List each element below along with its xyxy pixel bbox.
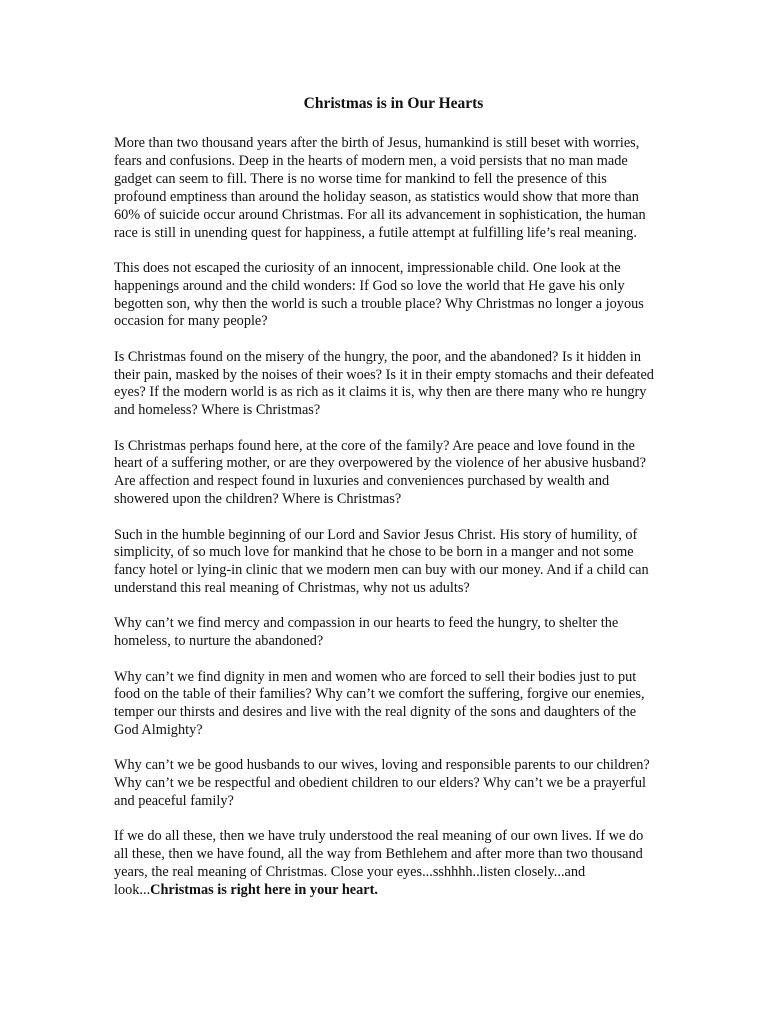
paragraph-4: Is Christmas perhaps found here, at the core of the family? Are peace and love found in the heart of a suffering mother, or are they overpowered by the violence of her abusive husband? Are affection and respect found in luxuries and conveniences purchased by wealth and showered upon the children? Where is Christmas?	[114, 437, 646, 508]
paragraph-1: More than two thousand years after the birth of Jesus, humankind is still beset with worries, fears and confusions. Deep in the hearts of modern men, a void persists that no man made gadget can seem to fill. There is no worse time for mankind to fell the presence of this profound emptiness than around the holiday season, as statistics would show that more than 60% of suicide occur around Christmas. For all its advancement in sophistication, the human race is still in unending quest for happiness, a futile attempt at fulfilling life’s real meaning.	[114, 135, 646, 241]
paragraph-2: This does not escaped the curiosity of an innocent, impressionable child. One look at the happenings around and the child wonders: If God so love the world that He gave his only begotten son, why then the world is such a trouble place? Why Christmas no longer a joyous occasion for many people?	[114, 259, 644, 330]
paragraph-6: Why can’t we find mercy and compassion in our hearts to feed the hungry, to shelter the homeless, to nurture the abandoned?	[114, 615, 619, 650]
paragraph-final	[114, 828, 659, 900]
document-title: Christmas is in Our Hearts	[303, 95, 484, 112]
document-page	[114, 95, 659, 900]
paragraph-5: Such in the humble beginning of our Lord and Savior Jesus Christ. His story of humility, of simplicity, of so much love for mankind that he chose to be born in a manger and not some fancy hotel or lying-in clinic that we modern men can buy with our money. And if a child can understand this real meaning of Christmas, why not us adults?	[114, 526, 649, 597]
paragraph-8: Why can’t we be good husbands to our wives, loving and responsible parents to our children? Why can’t we be respectful and obedient children to our elders? Why can’t we be a prayerful and peaceful family?	[114, 757, 650, 810]
final-paragraph-bold-text: Christmas is right here in your heart.	[150, 882, 378, 899]
final-paragraph-text: If we do all these, then we have truly understood the real meaning of our own lives. If we do all these, then we have found, all the way from Bethlehem and after more than two thousand years, the real meaning of Christmas. Close your eyes...sshhhh..listen closely...and look...	[114, 828, 644, 899]
paragraph-3: Is Christmas found on the misery of the hungry, the poor, and the abandoned? Is it hidden in their pain, masked by the noises of their woes? Is it in their empty stomachs and their defeated eyes? If the modern world is as rich as it claims it is, why then are there many who re hungry and homeless? Where is Christmas?	[114, 348, 654, 419]
paragraph-7: Why can’t we find dignity in men and women who are forced to sell their bodies just to put food on the table of their families? Why can’t we comfort the suffering, forgive our enemies, temper our thirsts and desires and live with the real dignity of the sons and daughters of the God Almighty?	[114, 668, 645, 739]
